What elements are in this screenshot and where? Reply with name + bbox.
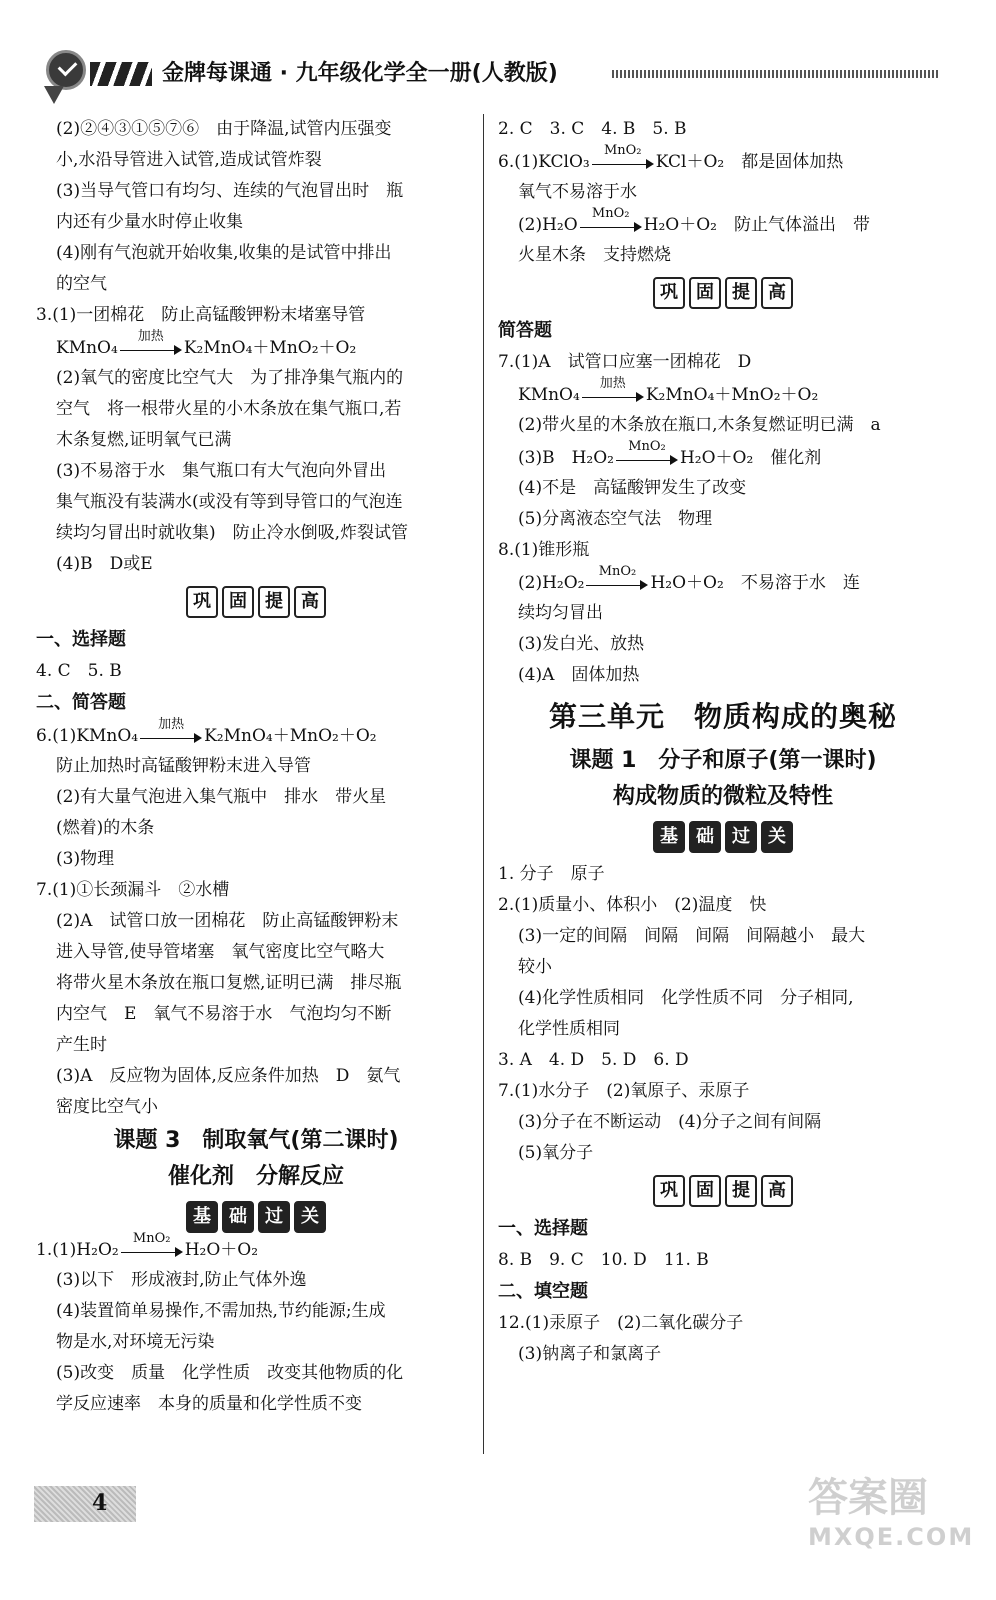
reaction-condition: MnO₂ xyxy=(591,205,630,221)
equation-reactants: (3)B H₂O₂ xyxy=(518,448,614,468)
right-column xyxy=(498,114,948,1370)
text-line: 木条复燃,证明氧气已满 xyxy=(56,430,232,450)
reaction-condition: MnO₂ xyxy=(628,438,666,454)
page-number: 4 xyxy=(92,1490,108,1516)
text-line: 8.(1)锥形瓶 xyxy=(498,540,590,560)
reaction-condition: MnO₂ xyxy=(598,563,637,579)
section-heading: 二、简答题 xyxy=(36,692,126,713)
text-line: 4. C 5. B xyxy=(36,661,122,681)
text-line: 7.(1)水分子 (2)氧原子、汞原子 xyxy=(498,1081,750,1101)
equation-reactants: 6.(1)KClO₃ xyxy=(498,152,590,172)
text-line: 较小 xyxy=(518,957,552,977)
chemical-equation xyxy=(36,1230,476,1261)
equation-reactants: 6.(1)KMnO₄ xyxy=(36,726,139,746)
equation-products: H₂O＋O₂ 催化剂 xyxy=(679,448,822,468)
text-line: (2)带火星的木条放在瓶口,木条复燃证明已满 a xyxy=(518,415,881,435)
text-line: 续均匀冒出时就收集) 防止冷水倒吸,炸裂试管 xyxy=(56,523,409,543)
text-line: (3)A 反应物为固体,反应条件加热 D 氨气 xyxy=(56,1066,401,1086)
lesson-title: 课题 3 制取氧气(第二课时) xyxy=(113,1128,399,1153)
equation-reactants: (2)H₂O xyxy=(518,215,578,235)
reaction-arrow-icon xyxy=(120,328,182,356)
chemical-equation xyxy=(36,716,476,747)
text-line: (3)钠离子和氯离子 xyxy=(518,1344,662,1364)
text-line: 火星木条 支持燃烧 xyxy=(518,245,671,265)
text-line: (4)A 固体加热 xyxy=(518,665,640,685)
text-line: 1. 分子 原子 xyxy=(498,864,605,884)
page-header xyxy=(0,0,996,112)
text-line: 8. B 9. C 10. D 11. B xyxy=(498,1250,709,1270)
text-line: (3)一定的间隔 间隔 间隔 间隔越小 最大 xyxy=(518,926,866,946)
text-line: (燃着)的木条 xyxy=(56,818,155,838)
text-line: (3)当导气管口有均匀、连续的气泡冒出时 瓶 xyxy=(56,181,404,201)
header-stripes xyxy=(90,62,152,86)
text-line: 集气瓶没有装满水(或没有等到导管口的气泡连 xyxy=(56,492,403,512)
section-banner-consolidate: 巩 固 提 高 xyxy=(36,586,476,618)
section-banner-consolidate: 巩 固 提 高 xyxy=(498,277,948,309)
reaction-condition: 加热 xyxy=(599,375,626,391)
section-banner-basics: 基 础 过 关 xyxy=(498,821,948,853)
reaction-condition: MnO₂ xyxy=(603,142,642,158)
reaction-condition: 加热 xyxy=(137,328,164,344)
text-line: (3)发白光、放热 xyxy=(518,634,645,654)
section-heading: 一、选择题 xyxy=(36,629,126,650)
text-line: (4)化学性质相同 化学性质不同 分子相同, xyxy=(518,988,854,1008)
text-line: 空气 将一根带火星的小木条放在集气瓶口,若 xyxy=(56,399,402,419)
chemical-equation xyxy=(498,438,948,469)
equation-products: H₂O＋O₂ xyxy=(184,1240,259,1260)
text-line: 3.(1)一团棉花 防止高锰酸钾粉末堵塞导管 xyxy=(36,305,366,325)
reaction-arrow-icon xyxy=(121,1230,183,1258)
text-line: 小,水沿导管进入试管,造成试管炸裂 xyxy=(56,150,322,170)
chemical-equation xyxy=(498,563,948,594)
reaction-arrow-icon xyxy=(616,438,678,466)
reaction-arrow-icon xyxy=(580,205,642,233)
reaction-condition: 加热 xyxy=(158,716,185,732)
text-line: (4)B D或E xyxy=(56,554,153,574)
lesson-subtitle: 构成物质的微粒及特性 xyxy=(612,784,833,809)
text-line: 12.(1)汞原子 (2)二氧化碳分子 xyxy=(498,1313,744,1333)
text-line: (3)不易溶于水 集气瓶口有大气泡向外冒出 xyxy=(56,461,387,481)
equation-products: K₂MnO₄＋MnO₂＋O₂ xyxy=(204,726,377,746)
text-line: 物是水,对环境无污染 xyxy=(56,1332,215,1352)
section-banner-consolidate: 巩 固 提 高 xyxy=(498,1175,948,1207)
equation-reactants: (2)H₂O₂ xyxy=(518,573,585,593)
text-line: (5)分离液态空气法 物理 xyxy=(518,509,713,529)
lesson-title: 课题 1 分子和原子(第一课时) xyxy=(569,748,877,773)
lesson-subtitle: 催化剂 分解反应 xyxy=(167,1164,344,1189)
text-line: 氧气不易溶于水 xyxy=(518,182,637,202)
text-line: (2)②④③①⑤⑦⑥ 由于降温,试管内压强变 xyxy=(56,119,392,139)
text-line: (4)装置简单易操作,不需加热,节约能源;生成 xyxy=(56,1301,386,1321)
section-heading: 简答题 xyxy=(498,320,552,341)
chemical-equation xyxy=(498,142,948,173)
chemical-equation xyxy=(498,375,948,406)
text-line: 进入导管,使导管堵塞 氧气密度比空气略大 xyxy=(56,942,385,962)
chemical-equation xyxy=(498,205,948,236)
equation-reactants: KMnO₄ xyxy=(518,385,580,405)
text-line: (5)氧分子 xyxy=(518,1143,594,1163)
reaction-arrow-icon xyxy=(582,375,644,403)
text-line: (3)以下 形成液封,防止气体外逸 xyxy=(56,1270,307,1290)
equation-products: K₂MnO₄＋MnO₂＋O₂ xyxy=(183,338,357,358)
text-line: 防止加热时高锰酸钾粉末进入导管 xyxy=(56,756,311,776)
equation-products: H₂O＋O₂ 不易溶于水 连 xyxy=(650,573,860,593)
text-line: 将带火星木条放在瓶口复燃,证明已满 排尽瓶 xyxy=(56,973,402,993)
text-line: 化学性质相同 xyxy=(518,1019,620,1039)
text-line: 产生时 xyxy=(56,1035,107,1055)
text-line: 7.(1)①长颈漏斗 ②水槽 xyxy=(36,880,230,900)
equation-products: H₂O＋O₂ 防止气体溢出 带 xyxy=(643,215,871,235)
section-heading: 二、填空题 xyxy=(498,1281,588,1302)
text-line: (2)有大量气泡进入集气瓶中 排水 带火星 xyxy=(56,787,387,807)
equation-reactants: 1.(1)H₂O₂ xyxy=(36,1240,119,1260)
header-rule xyxy=(612,70,938,78)
equation-products: KCl＋O₂ 都是固体加热 xyxy=(655,152,844,172)
text-line: (4)不是 高锰酸钾发生了改变 xyxy=(518,478,747,498)
reaction-arrow-icon xyxy=(140,716,202,744)
text-line: 3. A 4. D 5. D 6. D xyxy=(498,1050,689,1070)
text-line: (2)A 试管口放一团棉花 防止高锰酸钾粉末 xyxy=(56,911,399,931)
text-line: 7.(1)A 试管口应塞一团棉花 D xyxy=(498,352,752,372)
text-line: 2.(1)质量小、体积小 (2)温度 快 xyxy=(498,895,767,915)
text-line: (3)物理 xyxy=(56,849,115,869)
text-line: (4)刚有气泡就开始收集,收集的是试管中排出 xyxy=(56,243,392,263)
medal-icon xyxy=(46,50,86,90)
text-line: 密度比空气小 xyxy=(56,1097,158,1117)
text-line: 学反应速率 本身的质量和化学性质不变 xyxy=(56,1394,362,1414)
text-line: (3)分子在不断运动 (4)分子之间有间隔 xyxy=(518,1112,822,1132)
watermark-logo: 答案圈 MXQE.COM xyxy=(808,1475,975,1551)
text-line: (5)改变 质量 化学性质 改变其他物质的化 xyxy=(56,1363,404,1383)
text-line: 内还有少量水时停止收集 xyxy=(56,212,243,232)
reaction-arrow-icon xyxy=(586,563,648,591)
text-line: 的空气 xyxy=(56,274,107,294)
section-banner-basics: 基 础 过 关 xyxy=(36,1201,476,1233)
unit-title: 第三单元 物质构成的奥秘 xyxy=(548,700,897,733)
ribbon-icon xyxy=(44,86,64,104)
page-number-tab xyxy=(34,1486,136,1522)
reaction-arrow-icon xyxy=(592,142,654,170)
chemical-equation xyxy=(36,328,476,359)
text-line: 内空气 E 氧气不易溶于水 气泡均匀不断 xyxy=(56,1004,392,1024)
text-line: (2)氧气的密度比空气大 为了排净集气瓶内的 xyxy=(56,368,404,388)
reaction-condition: MnO₂ xyxy=(132,1230,171,1246)
text-line: 2. C 3. C 4. B 5. B xyxy=(498,119,687,139)
section-heading: 一、选择题 xyxy=(498,1218,588,1239)
column-divider xyxy=(483,114,484,1454)
text-line: 续均匀冒出 xyxy=(518,603,603,623)
equation-products: K₂MnO₄＋MnO₂＋O₂ xyxy=(645,385,819,405)
header-title: 金牌每课通 · 九年级化学全一册(人教版) xyxy=(162,61,558,86)
left-column xyxy=(36,114,476,1420)
equation-reactants: KMnO₄ xyxy=(56,338,118,358)
